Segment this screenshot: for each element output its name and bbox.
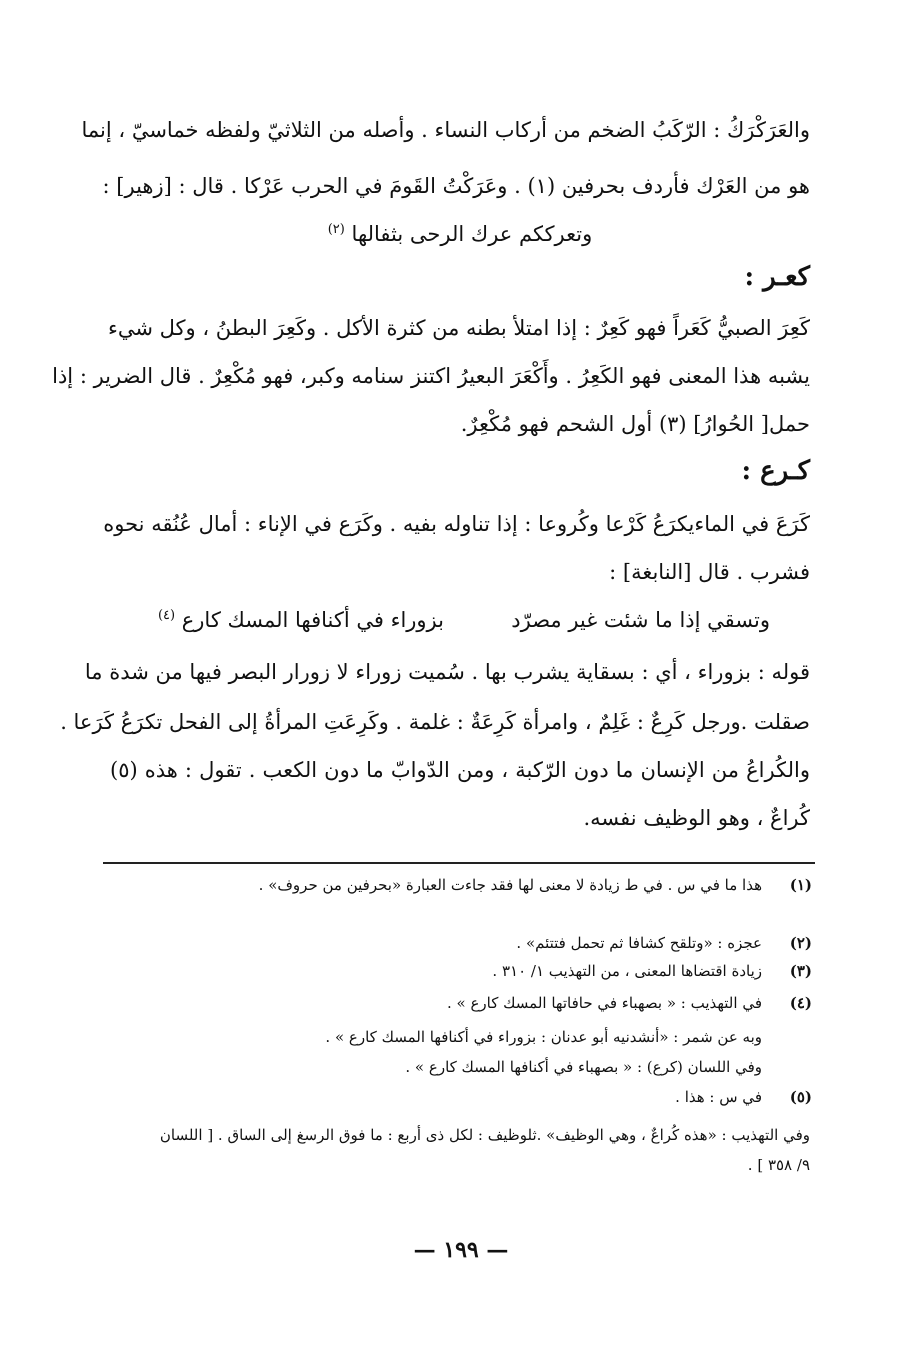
footnote-text-4a: في التهذيب : « بصهباء في حافاتها المسك كارع » . [447, 994, 762, 1012]
text-line-4: يشبه هذا المعنى فهو الكَعِرُ . وأَكْعَرَ البعيرُ اكتنز سنامه وكبر، فهو مُكْعِرٌ . قال الضرير : إذا [52, 364, 810, 388]
text-line-5: حمل[ الحُوارُ] (٣) أول الشحم فهو مُكْعِرٌ. [460, 412, 810, 436]
footnote-number-5: (٥) [789, 1088, 812, 1106]
verse-nabigha-first-hemistich [511, 608, 770, 632]
footnote-number-4: (٤) [789, 994, 812, 1012]
verse-nabigha-first-text: وتسقي إذا ما شئت غير مصرّد [511, 608, 770, 632]
text-line-2: هو من العَرْك فأردف بحرفين (١) . وعَرَكْتُ القَومَ في الحرب عَرْكا . قال : [زهير] : [102, 174, 810, 198]
text-line-1: والعَرَكْرَكُ : الرّكَبُ الضخم من أركاب النساء . وأصله من الثلاثيّ ولفظه خماسيّ ، إنما [81, 118, 810, 142]
text-line-9: صقلت .ورجل كَرِعٌ : غَلِمٌ ، وامرأة كَرِعَةٌ : غلمة . وكَرِعَتِ المرأةُ إلى الفحل تكرَعُ كَرَعا . [60, 710, 810, 734]
text-line-3: كَعِرَ الصبيُّ كَعَراً فهو كَعِرٌ : إذا امتلأ بطنه من كثرة الأكل . وكَعِرَ البطنُ ، وكل شيء [107, 316, 810, 340]
footnote-divider [103, 862, 815, 864]
footnote-text-5a: في س : هذا . [675, 1088, 762, 1106]
verse-zuhair [110, 222, 810, 246]
text-line-7: فشرب . قال [النابغة] : [609, 560, 810, 584]
footnote-text-5c: ٩/ ٣٥٨ ] . [747, 1156, 810, 1174]
footnote-number-1: (١) [789, 876, 812, 894]
verse-zuhair-text: وتعرككم عرك الرحى بثفالها [351, 222, 593, 246]
text-line-6: كَرَعَ في الماءيكرَعُ كَرْعا وكُروعا : إذا تناوله بفيه . وكَرَع في الإناء : أمال عُنُقه نحوه [103, 512, 810, 536]
text-line-8: قوله : بزوراء ، أي : بسقاية يشرب بها . سُميت زوراء لا زورار البصر فيها من شدة ما [84, 660, 810, 684]
footnote-number-2: (٢) [789, 934, 812, 952]
text-line-11: كُراعٌ ، وهو الوظيف نفسه. [583, 806, 810, 830]
footnote-text-2: عجزه : «وتلقح كشافا ثم تحمل فتتئم» . [516, 934, 762, 952]
verse-nabigha-second-hemistich [158, 608, 444, 632]
page-number: — ١٩٩ — [413, 1237, 509, 1263]
footnote-number-3: (٣) [789, 962, 812, 980]
footnote-text-4c: وفي اللسان (كرع) : « بصهباء في أكنافها المسك كارع » . [405, 1058, 762, 1076]
entry-heading-kaar: كعـر : [744, 262, 810, 292]
verse-nabigha-second-text: بزوراء في أكنافها المسك كارع [181, 608, 444, 632]
entry-heading-kara: كـرع : [741, 456, 810, 486]
footnote-ref-2: (٢) [327, 222, 345, 237]
footnote-text-3: زيادة اقتضاها المعنى ، من التهذيب ١/ ٣١٠ . [492, 962, 762, 980]
footnote-text-4b: وبه عن شمر : «أنشدنيه أبو عدنان : بزوراء في أكنافها المسك كارع » . [325, 1028, 762, 1046]
text-line-10: والكُراعُ من الإنسان ما دون الرّكبة ، ومن الدّوابّ ما دون الكعب . تقول : هذه (٥) [110, 758, 810, 782]
footnote-text-1: هذا ما في س . في ط زيادة لا معنى لها فقد جاءت العبارة «بحرفين من حروف» . [258, 876, 762, 894]
footnote-ref-4: (٤) [157, 608, 176, 623]
footnote-text-5b: وفي التهذيب : «هذه كُراعٌ ، وهي الوظيف» .ثلوظيف : لكل ذى أربع : ما فوق الرسغ إلى الساق . [ اللسان [159, 1126, 810, 1144]
